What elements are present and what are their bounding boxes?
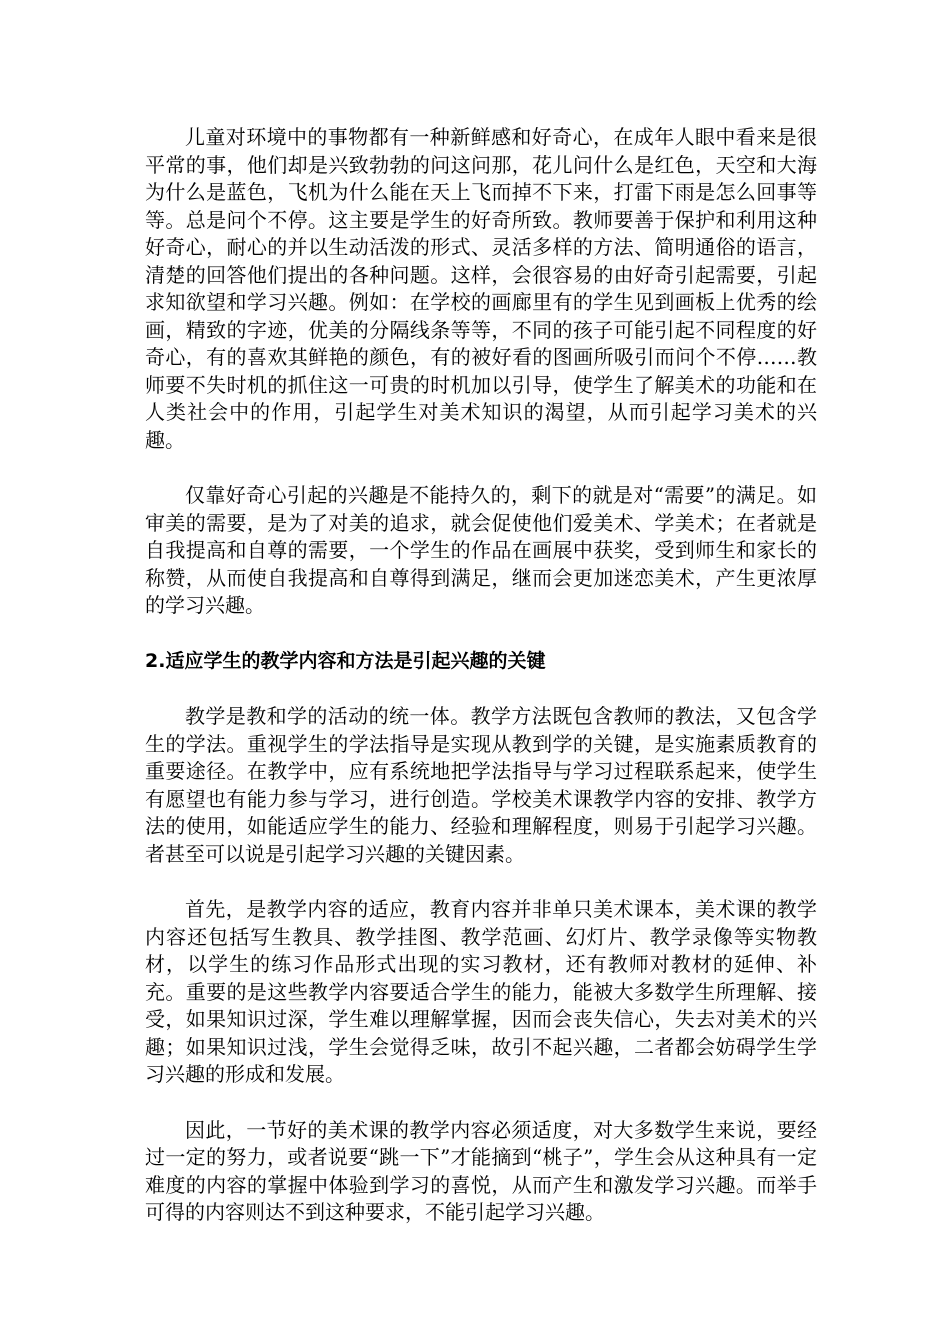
paragraph-content-fit: 首先，是教学内容的适应，教育内容并非单只美术课本，美术课的教学内容还包括写生教具、教学挂图、教学范画、幻灯片、教学录像等实物教材，以学生的练习作品形式出现的实习教材，还有教师对教材的延伸、补充。重要的是这些教学内容要适合学生的能力，能被大多数学生所理解、接受，如果知识过深，学生难以理解掌握，因而会丧失信心，失去对美术的兴趣；如果知识过浅，学生会觉得乏味，故引不起兴趣，二者都会妨碍学生学习兴趣的形成和发展。 (145, 897, 817, 1086)
paragraph-gap (145, 620, 817, 648)
paragraph-moderate-difficulty: 因此，一节好的美术课的教学内容必须适度，对大多数学生来说，要经过一定的努力，或者说要“跳一下”才能摘到“桃子”，学生会从这种具有一定难度的内容的掌握中体验到学习的喜悦，从而产生和激发学习兴趣。而举手可得的内容则达不到这种要求，不能引起学习兴趣。 (145, 1117, 817, 1224)
section-heading: 2.适应学生的教学内容和方法是引起兴趣的关键 (145, 649, 546, 672)
paragraph-gap (145, 454, 817, 482)
paragraph-teaching-unity: 教学是教和学的活动的统一体。教学方法既包含教师的教法，又包含学生的学法。重视学生的学法指导是实现从教到学的关键，是实施素质教育的重要途径。在教学中，应有系统地把学法指导与学习过程联系起来，使学生有愿望也有能力参与学习，进行创造。学校美术课教学内容的安排、教学方法的使用，如能适应学生的能力、经验和理解程度，则易于引起学习兴趣。者甚至可以说是引起学习兴趣的关键因素。 (145, 704, 817, 866)
paragraph-curiosity: 儿童对环境中的事物都有一种新鲜感和好奇心，在成年人眼中看来是很平常的事，他们却是兴致勃勃的问这问那，花儿问什么是红色，天空和大海为什么是蓝色，飞机为什么能在天上飞而掉不下来，打雷下雨是怎么回事等等。总是问个不停。这主要是学生的好奇所致。教师要善于保护和利用这种好奇心，耐心的并以生动活泼的形式、灵活多样的方法、简明通俗的语言，清楚的回答他们提出的各种问题。这样，会很容易的由好奇引起需要，引起求知欲望和学习兴趣。例如：在学校的画廊里有的学生见到画板上优秀的绘画，精致的字迹，优美的分隔线条等等，不同的孩子可能引起不同程度的好奇心，有的喜欢其鲜艳的颜色，有的被好看的图画所吸引而问个不停……教师要不失时机的抓住这一可贵的时机加以引导，使学生了解美术的功能和在人类社会中的作用，引起学生对美术知识的渴望，从而引起学习美术的兴趣。 (145, 125, 817, 452)
document-page (145, 124, 817, 1227)
paragraph-gap (145, 1089, 817, 1117)
paragraph-needs: 仅靠好奇心引起的兴趣是不能持久的，剩下的就是对“需要”的满足。如审美的需要，是为了对美的追求，就会促使他们爱美术、学美术；在者就是自我提高和自尊的需要，一个学生的作品在画展中获奖，受到师生和家长的称赞，从而使自我提高和自尊得到满足，继而会更加迷恋美术，产生更浓厚的学习兴趣。 (145, 483, 817, 617)
paragraph-gap (145, 868, 817, 896)
paragraph-gap (145, 675, 817, 703)
